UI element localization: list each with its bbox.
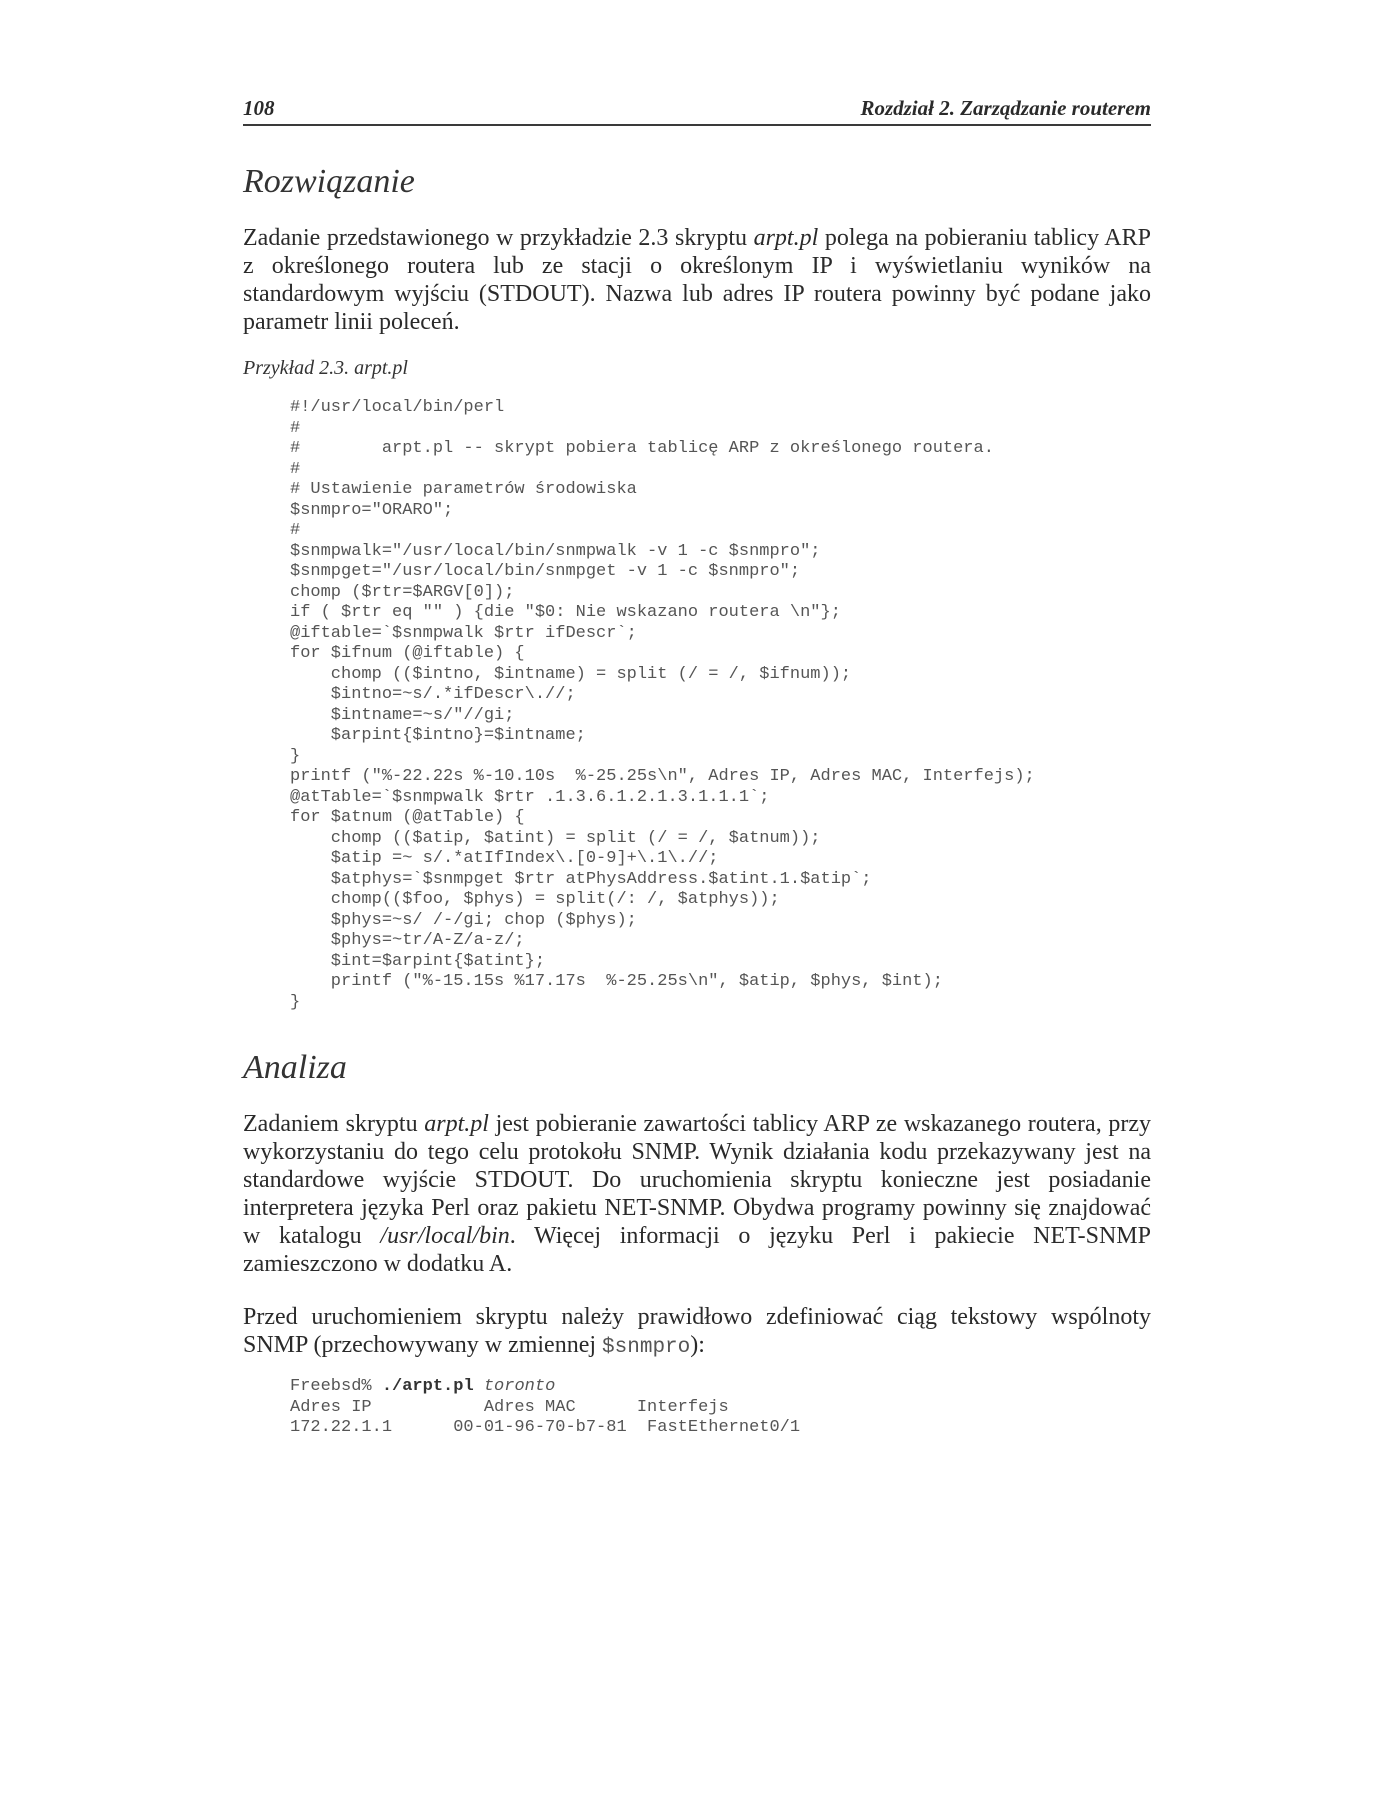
section-heading-solution: Rozwiązanie (243, 163, 415, 200)
text-run: Przed uruchomieniem skryptu należy prawidłowo zdefiniować ciąg tekstowy wspólnoty SNMP (przechowywany w zmiennej (243, 1304, 1151, 1358)
text-run: Zadaniem skryptu (243, 1111, 425, 1137)
code-line: chomp(($foo, $phys) = split(/: /, $atphys)); (290, 890, 780, 909)
filename-italic: arpt.pl (424, 1111, 489, 1137)
code-line: $atip =~ s/.*atIfIndex\.[0-9]+\.1\.//; (290, 849, 719, 868)
code-line: $int=$arpint{$atint}; (290, 951, 546, 971)
code-listing (290, 398, 1035, 1013)
chapter-title: Rozdział 2. Zarządzanie routerem (860, 96, 1151, 120)
code-line: $snmpwalk="/usr/local/bin/snmpwalk -v 1 -c $snmpro"; (290, 541, 821, 561)
code-line: chomp (($intno, $intname) = split (/ = /, $ifnum)); (290, 664, 852, 684)
code-line: # (290, 418, 301, 438)
code-line: $intno=~s/.*ifDescr\.//; (290, 685, 576, 704)
code-line: # arpt.pl -- skrypt pobiera tablicę ARP z określonego routera. (290, 439, 994, 458)
code-line: $phys=~s/ /-/gi; chop ($phys); (290, 910, 637, 930)
path-italic: /usr/local/bin (380, 1223, 510, 1249)
code-line: # (290, 459, 301, 479)
code-line: $snmpget="/usr/local/bin/snmpget -v 1 -c $snmpro"; (290, 562, 801, 581)
code-line: $intname=~s/"//gi; (290, 705, 515, 725)
code-line: } (290, 992, 301, 1012)
code-line: $phys=~tr/A-Z/a-z/; (290, 931, 525, 950)
running-header (243, 96, 1151, 126)
shell-prompt: Freebsd% (290, 1377, 382, 1396)
code-line: if ( $rtr eq "" ) {die "$0: Nie wskazano routera \n"}; (290, 603, 841, 622)
terminal-row-line: 172.22.1.1 00-01-96-70-b7-81 FastEthernet0/1 (290, 1418, 801, 1437)
code-line: $atphys=`$snmpget $rtr atPhysAddress.$atint.1.$atip`; (290, 869, 872, 889)
code-line: @iftable=`$snmpwalk $rtr ifDescr`; (290, 623, 637, 643)
code-line: $arpint{$intno}=$intname; (290, 726, 586, 745)
text-run: jest pobieranie zawartości tablicy ARP ze wskazanego routera, przy wykorzystaniu do tego celu protokołu SNMP. Wynik działania kodu przekazywany jest na standardowe wyjście STDOUT. Do uruchomienia skryptu konieczne jest posiadanie interpretera języka Perl oraz pakietu NET-SNMP. Obydwa programy powinny się znajdować w katalogu (243, 1111, 1151, 1249)
analysis-paragraph-2 (243, 1303, 1151, 1362)
code-line: chomp (($atip, $atint) = split (/ = /, $atnum)); (290, 828, 821, 848)
filename-italic: arpt.pl (753, 225, 819, 251)
analysis-paragraph-1 (243, 1110, 1151, 1278)
terminal-header-line: Adres IP Adres MAC Interfejs (290, 1397, 729, 1417)
text-run: . Więcej informacji o języku Perl i pakiecie NET-SNMP zamieszczono w dodatku A. (243, 1223, 1151, 1277)
code-line: printf ("%-22.22s %-10.10s %-25.25s\n", Adres IP, Adres MAC, Interfejs); (290, 767, 1035, 786)
section-heading-analysis: Analiza (243, 1049, 347, 1086)
inline-code: $snmpro (602, 1336, 691, 1359)
code-line: #!/usr/local/bin/perl (290, 398, 505, 417)
code-line: } (290, 746, 301, 766)
example-caption: Przykład 2.3. arpt.pl (243, 357, 408, 379)
code-line: printf ("%-15.15s %17.17s %-25.25s\n", $atip, $phys, $int); (290, 972, 943, 991)
code-line: for $ifnum (@iftable) { (290, 644, 525, 663)
text-run: polega na pobieraniu tablicy ARP z określonego routera lub ze stacji o określonym IP i wyświetlaniu wyników na standardowym wyjściu (STDOUT). Nazwa lub adres IP routera powinny być podane jako parametr linii poleceń. (243, 225, 1151, 335)
terminal-output (290, 1377, 800, 1439)
page-number: 108 (243, 96, 275, 120)
shell-argument: toronto (483, 1377, 556, 1396)
code-line: # (290, 521, 301, 540)
text-run: ): (690, 1332, 705, 1358)
solution-paragraph (243, 224, 1151, 336)
code-line: # Ustawienie parametrów środowiska (290, 480, 637, 499)
shell-command: ./arpt.pl (381, 1377, 474, 1396)
code-line: @atTable=`$snmpwalk $rtr .1.3.6.1.2.1.3.1.1.1`; (290, 787, 770, 807)
code-line: $snmpro="ORARO"; (290, 500, 454, 520)
code-line: chomp ($rtr=$ARGV[0]); (290, 582, 515, 602)
terminal-command-line (290, 1377, 800, 1398)
code-line: for $atnum (@atTable) { (290, 808, 525, 827)
text-run: Zadanie przedstawionego w przykładzie 2.3 skryptu (243, 225, 754, 251)
